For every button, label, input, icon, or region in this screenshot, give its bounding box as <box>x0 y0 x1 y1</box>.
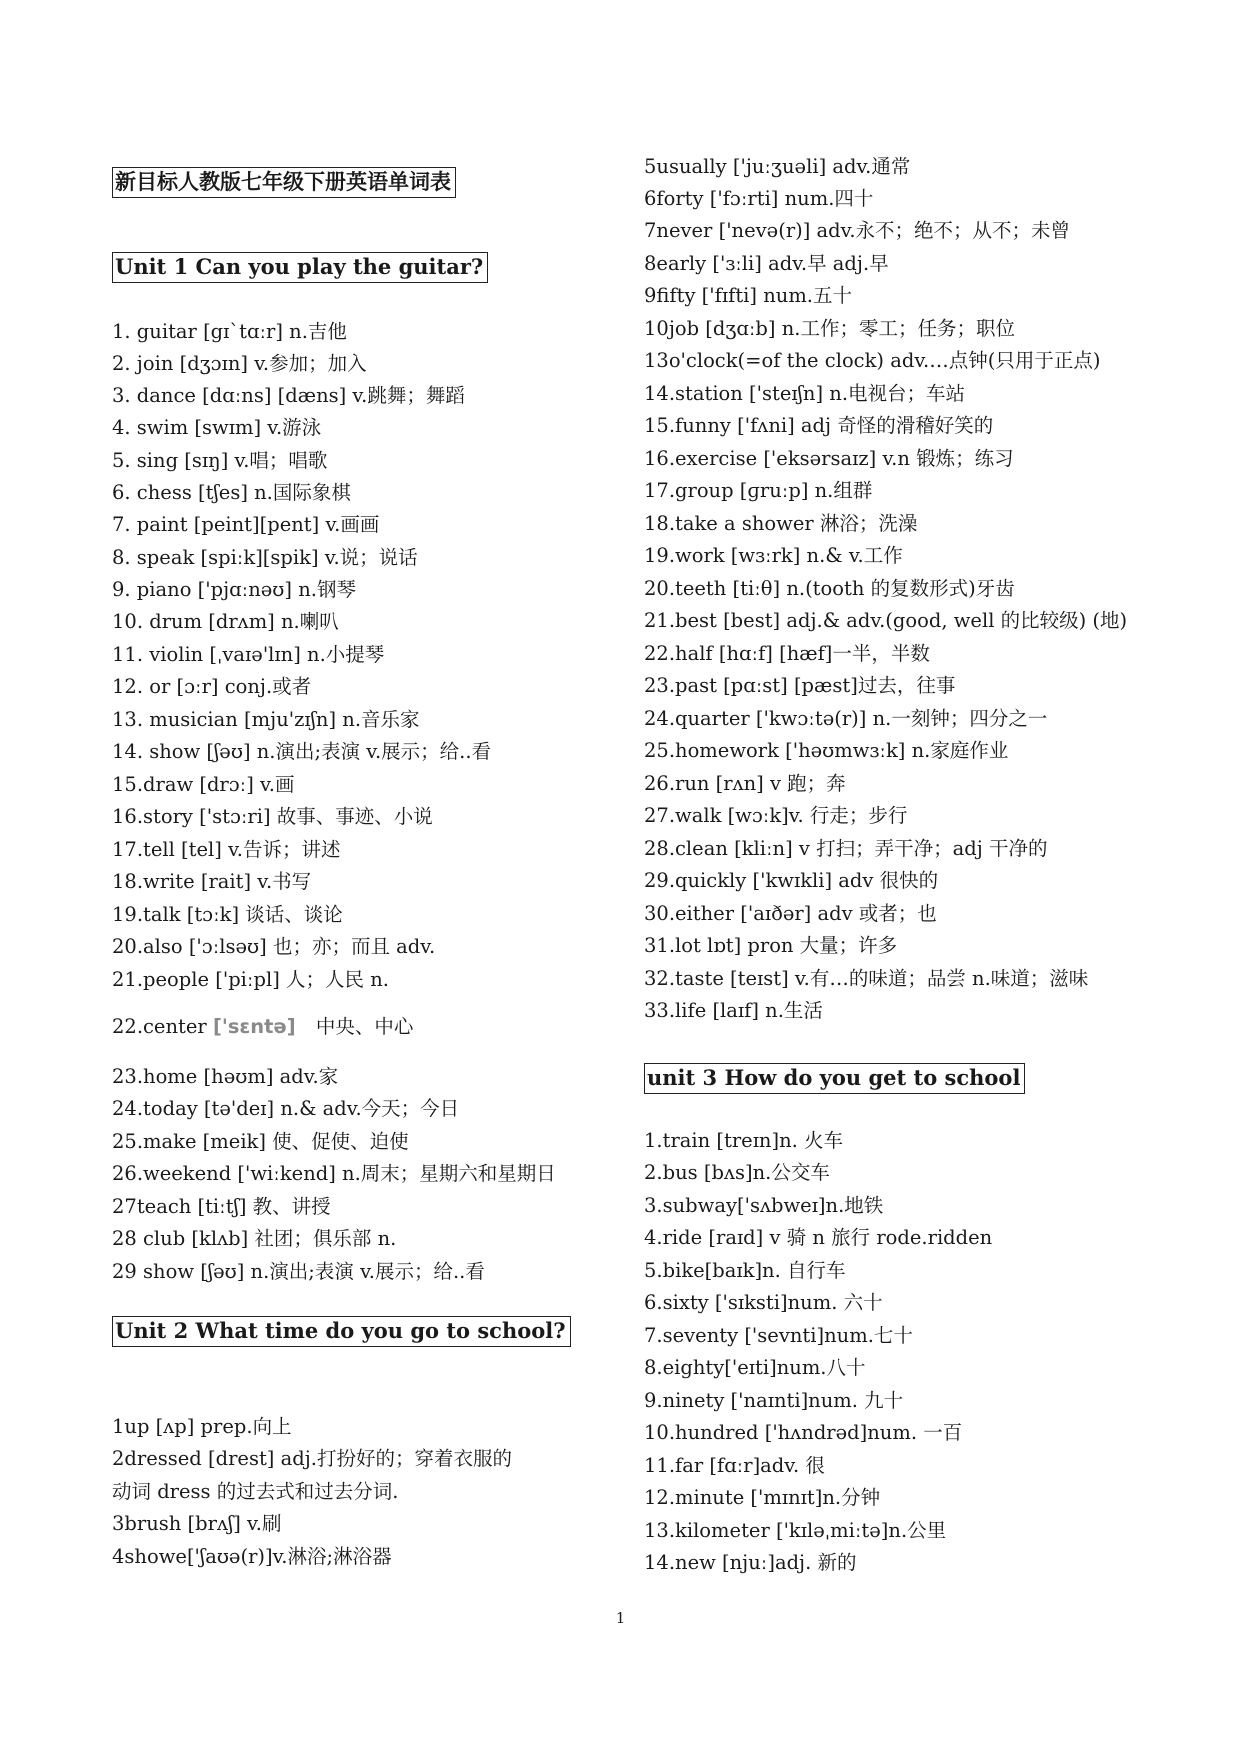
list-item: 4.ride [raɪd] v 骑 n 旅行 rode.ridden <box>644 1226 993 1249</box>
list-item: 14.new [njuː]adj. 新的 <box>644 1551 857 1574</box>
list-item: 1.train [treɪn]n. 火车 <box>644 1129 844 1152</box>
list-item: 5usually ['juːʒuəli] adv.通常 <box>644 155 911 178</box>
list-item: 33.life [laɪf] n.生活 <box>644 999 823 1022</box>
list-item: 3brush [brʌʃ] v.刷 <box>112 1512 282 1535</box>
center-phonetic: ['sɛntə] <box>212 1015 296 1038</box>
list-item: 21.best [best] adj.& adv.(good, well 的比较级) (地) <box>644 609 1128 632</box>
list-item: 5. sing [sɪŋ] v.唱；唱歌 <box>112 449 328 472</box>
list-item: 26.weekend ['wiːkend] n.周末；星期六和星期日 <box>112 1162 556 1185</box>
list-item: 23.home [həʊm] adv.家 <box>112 1065 339 1088</box>
list-item: 13.kilometer ['kɪləˌmiːtə]n.公里 <box>644 1519 947 1542</box>
list-item: 16.story ['stɔːri] 故事、事迹、小说 <box>112 805 433 828</box>
list-item: 1up [ʌp] prep.向上 <box>112 1415 292 1438</box>
list-item: 19.work [wɜːrk] n.& v.工作 <box>644 544 903 567</box>
list-item: 19.talk [tɔːk] 谈话、谈论 <box>112 903 343 926</box>
list-item: 17.tell [tel] v.告诉；讲述 <box>112 838 341 861</box>
list-item: 30.either ['aɪðər] adv 或者；也 <box>644 902 937 925</box>
list-item: 21.people ['piːpl] 人；人民 n. <box>112 968 389 991</box>
unit1-heading: Unit 1 Can you play the guitar? <box>112 252 488 283</box>
list-item: 25.homework ['həʊmwɜːk] n.家庭作业 <box>644 739 1009 762</box>
list-item: 25.make [meik] 使、促使、迫使 <box>112 1130 409 1153</box>
list-item: 6forty ['fɔːrti] num.四十 <box>644 187 874 210</box>
list-item: 29.quickly ['kwɪkli] adv 很快的 <box>644 869 939 892</box>
list-item: 9fifty ['fɪfti] num.五十 <box>644 284 853 307</box>
list-item: 6.sixty ['sɪksti]num. 六十 <box>644 1291 883 1314</box>
list-item: 10job [dʒɑːb] n.工作；零工；任务；职位 <box>644 317 1015 340</box>
list-item: 13. musician [mju'zɪʃn] n.音乐家 <box>112 708 420 731</box>
center-meaning: 中央、中心 <box>315 1015 414 1038</box>
unit2-heading: Unit 2 What time do you go to school? <box>112 1316 571 1347</box>
list-item: 28.clean [kliːn] v 打扫；弄干净；adj 干净的 <box>644 837 1048 860</box>
list-item: 8.eighty['eɪti]num.八十 <box>644 1356 866 1379</box>
list-item: 23.past [pɑːst] [pæst]过去，往事 <box>644 674 956 697</box>
list-item: 2dressed [drest] adj.打扮好的；穿着衣服的 <box>112 1447 512 1470</box>
list-item: 7. paint [peint][pent] v.画画 <box>112 513 380 536</box>
list-item: 3. dance [dɑːns] [dæns] v.跳舞；舞蹈 <box>112 384 465 407</box>
list-item: 29 show [ʃəʊ] n.演出;表演 v.展示；给..看 <box>112 1260 485 1283</box>
list-item: 9.ninety ['naɪnti]num. 九十 <box>644 1389 904 1412</box>
list-item: 8. speak [spiːk][spik] v.说；说话 <box>112 546 418 569</box>
list-item: 31.lot lɒt] pron 大量；许多 <box>644 934 898 957</box>
page-title: 新目标人教版七年级下册英语单词表 <box>112 167 456 198</box>
list-item: 9. piano ['pjɑːnəʊ] n.钢琴 <box>112 578 356 601</box>
list-item: 22.half [hɑːf] [hæf]一半，半数 <box>644 642 930 665</box>
list-item: 18.take a shower 淋浴；洗澡 <box>644 512 918 535</box>
list-item: 12.minute ['mɪnɪt]n.分钟 <box>644 1486 881 1509</box>
list-item: 2. join [dʒɔɪn] v.参加；加入 <box>112 352 367 375</box>
list-item: 7.seventy ['sevnti]num.七十 <box>644 1324 913 1347</box>
list-item: 11. violin [ˌvaɪə'lɪn] n.小提琴 <box>112 643 385 666</box>
list-item: 1. guitar [gɪˋtɑːr] n.吉他 <box>112 320 347 343</box>
list-item: 26.run [rʌn] v 跑；奔 <box>644 772 846 795</box>
list-item: 2.bus [bʌs]n.公交车 <box>644 1161 830 1184</box>
list-item: 12. or [ɔːr] conj.或者 <box>112 675 312 698</box>
list-item: 14.station ['steɪʃn] n.电视台；车站 <box>644 382 966 405</box>
list-item: 24.today [tə'deɪ] n.& adv.今天；今日 <box>112 1097 460 1120</box>
list-item-center <box>112 1013 413 1041</box>
list-item: 4. swim [swɪm] v.游泳 <box>112 416 322 439</box>
list-item: 4showe['ʃaʊə(r)]v.淋浴;淋浴器 <box>112 1545 392 1568</box>
list-item: 20.also ['ɔːlsəʊ] 也；亦；而且 adv. <box>112 935 436 958</box>
list-item: 24.quarter ['kwɔːtə(r)] n.一刻钟；四分之一 <box>644 707 1048 730</box>
list-item: 7never ['nevə(r)] adv.永不；绝不；从不；未曾 <box>644 219 1071 242</box>
page-number: 1 <box>615 1609 626 1627</box>
list-item: 13o'clock(=of the clock) adv.…点钟(只用于正点) <box>644 349 1101 372</box>
list-item: 20.teeth [tiːθ] n.(tooth 的复数形式)牙齿 <box>644 577 1015 600</box>
list-item: 15.draw [drɔː] v.画 <box>112 773 295 796</box>
list-item: 3.subway['sʌbweɪ]n.地铁 <box>644 1194 884 1217</box>
list-item: 27teach [tiːtʃ] 教、讲授 <box>112 1195 331 1218</box>
center-word: 22.center <box>112 1015 207 1038</box>
list-item: 18.write [rait] v.书写 <box>112 870 312 893</box>
list-item: 动词 dress 的过去式和过去分词. <box>112 1480 399 1503</box>
list-item: 15.funny ['fʌni] adj 奇怪的滑稽好笑的 <box>644 414 994 437</box>
list-item: 28 club [klʌb] 社团；俱乐部 n. <box>112 1227 397 1250</box>
list-item: 32.taste [teɪst] v.有…的味道；品尝 n.味道；滋味 <box>644 967 1089 990</box>
list-item: 11.far [fɑːr]adv. 很 <box>644 1454 825 1477</box>
list-item: 10. drum [drʌm] n.喇叭 <box>112 610 339 633</box>
list-item: 16.exercise ['eksərsaɪz] v.n 锻炼；练习 <box>644 447 1014 470</box>
list-item: 10.hundred ['hʌndrəd]num. 一百 <box>644 1421 963 1444</box>
list-item: 17.group [ɡruːp] n.组群 <box>644 479 873 502</box>
unit3-heading: unit 3 How do you get to school <box>644 1063 1025 1094</box>
list-item: 27.walk [wɔːk]v. 行走；步行 <box>644 804 908 827</box>
list-item: 5.bike[baɪk]n. 自行车 <box>644 1259 846 1282</box>
list-item: 14. show [ʃəʊ] n.演出;表演 v.展示；给..看 <box>112 740 492 763</box>
list-item: 6. chess [tʃes] n.国际象棋 <box>112 481 351 504</box>
list-item: 8early ['ɜːli] adv.早 adj.早 <box>644 252 889 275</box>
